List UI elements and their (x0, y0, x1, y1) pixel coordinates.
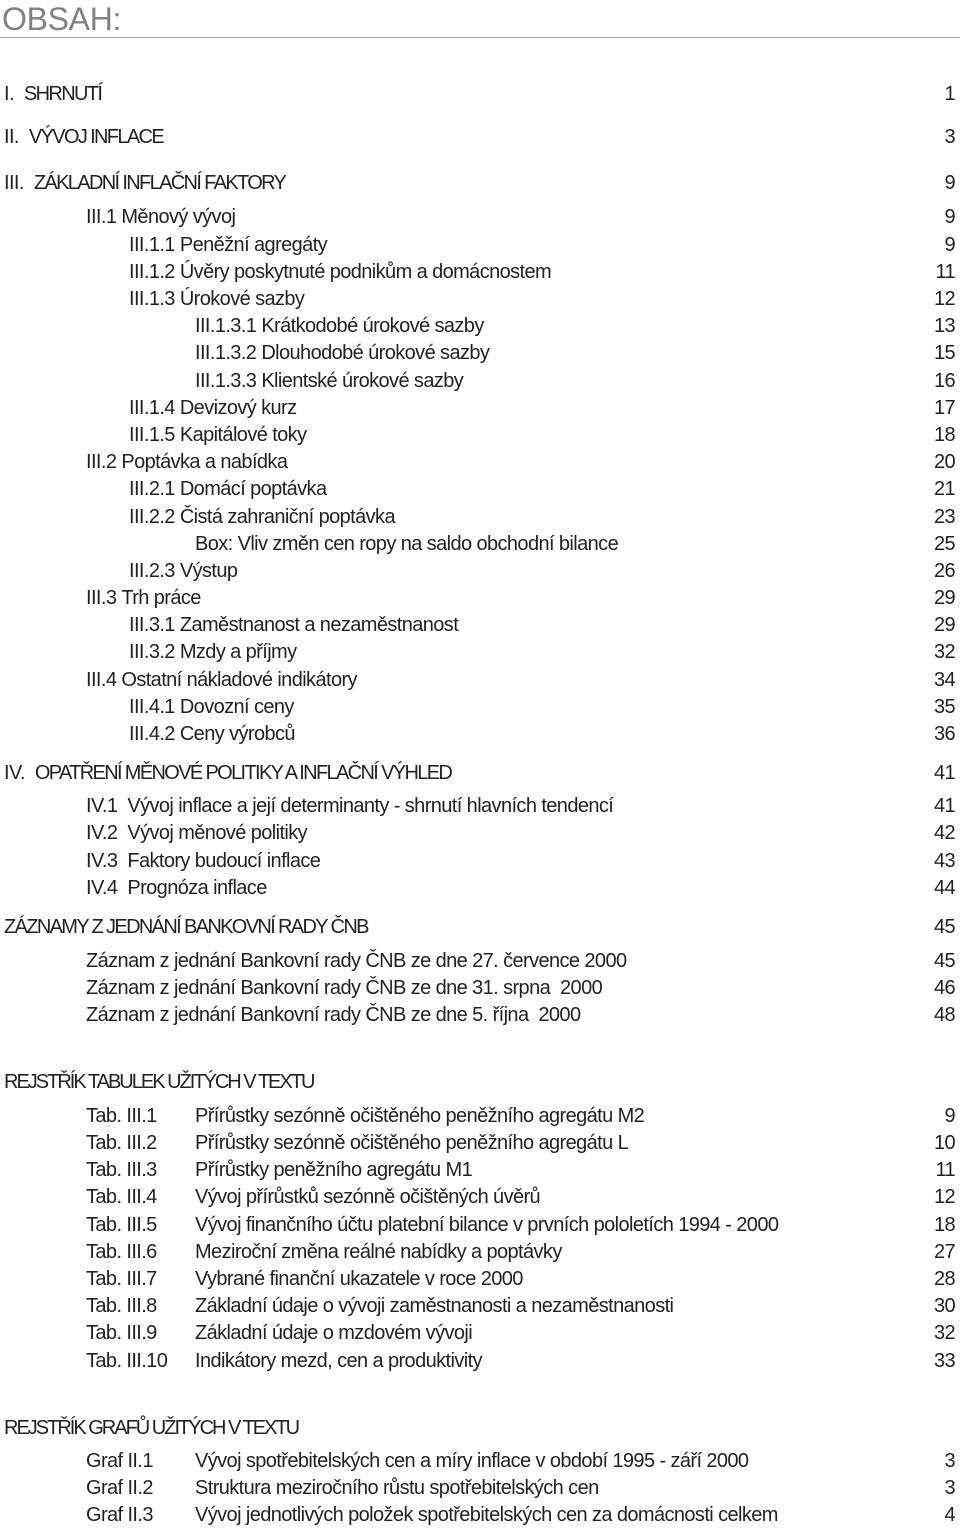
table-index-entry (0, 1320, 960, 1347)
table-caption: Základní údaje o vývoji zaměstnanosti a nezaměstnanosti (195, 1295, 674, 1318)
entry-number: III.2.2 (129, 505, 175, 528)
toc-subsection (0, 504, 960, 531)
entry-title: Čistá zahraniční poptávka (179, 505, 395, 528)
page-number: 29 (933, 614, 955, 637)
entry-title: ZÁKLADNÍ INFLAČNÍ FAKTORY (33, 172, 286, 195)
toc-subsection (0, 639, 960, 666)
page-number: 9 (944, 233, 955, 256)
entry-title: Vývoj měnové politiky (127, 822, 308, 845)
graph-label: Graf II.3 (86, 1504, 153, 1527)
entry-text (195, 368, 463, 395)
toc-subsection (0, 395, 960, 422)
page-number: 45 (933, 915, 955, 938)
entry-text (4, 1415, 298, 1442)
entry-number: IV. (4, 762, 25, 785)
entry-title: Klientské úrokové sazby (261, 369, 464, 392)
table-index-entry (0, 1130, 960, 1157)
page-number: 23 (933, 505, 955, 528)
entry-title: Poptávka a nabídka (121, 451, 288, 474)
toc-subsection (0, 232, 960, 259)
page-number: 26 (933, 559, 955, 582)
entry-text (129, 721, 295, 748)
toc-chapter (0, 81, 960, 108)
page-number: 13 (933, 315, 955, 338)
entry-number: III.1.3.2 (195, 342, 257, 365)
entry-text (129, 639, 297, 666)
table-index-entry (0, 1184, 960, 1211)
table-index-entry (0, 1348, 960, 1375)
title-divider (0, 37, 960, 38)
page-number: 33 (933, 1349, 955, 1372)
table-label: Tab. III.2 (86, 1132, 157, 1155)
page-number: 9 (944, 172, 955, 195)
toc-section (0, 793, 960, 820)
entry-title: OPATŘENÍ MĚNOVÉ POLITIKY A INFLAČNÍ VÝHLED (34, 762, 452, 785)
toc-subsection (0, 558, 960, 585)
page-number: 36 (933, 723, 955, 746)
record-title: Záznam z jednání Bankovní rady ČNB ze dne 31. srpna 2000 (86, 977, 603, 1000)
page-number: 25 (933, 532, 955, 555)
page-title: OBSAH: (2, 1, 122, 37)
entry-title: Mzdy a příjmy (179, 641, 297, 664)
table-label: Tab. III.10 (86, 1349, 168, 1372)
page-number: 34 (933, 668, 955, 691)
entry-title: Devizový kurz (179, 396, 297, 419)
entry-text (86, 848, 320, 875)
page-number: 9 (944, 206, 955, 229)
entry-number: III.1.2 (129, 260, 175, 283)
entry-text (129, 422, 306, 449)
page-number: 11 (935, 1159, 955, 1182)
table-caption: Vybrané finanční ukazatele v roce 2000 (195, 1267, 523, 1290)
table-caption: Přírůstky peněžního agregátu M1 (195, 1159, 473, 1182)
entry-title: Úvěry poskytnuté podnikům a domácnostem (179, 260, 552, 283)
table-caption: Vývoj finančního účtu platební bilance v prvních pololetích 1994 - 2000 (195, 1213, 779, 1236)
entry-text (86, 204, 235, 231)
page-number: 44 (933, 876, 955, 899)
entry-number: I. (4, 82, 14, 105)
tables-index-heading-row (0, 1069, 960, 1096)
entry-title: Prognóza inflace (127, 876, 267, 899)
entry-text (86, 667, 357, 694)
page-number: 32 (933, 1322, 955, 1345)
page-number: 42 (933, 822, 955, 845)
entry-title: Trh práce (121, 587, 201, 610)
entry-title: Kapitálové toky (179, 423, 307, 446)
page-number: 21 (933, 478, 955, 501)
page-number: 32 (933, 641, 955, 664)
table-index-entry (0, 1103, 960, 1130)
toc-subsection (0, 694, 960, 721)
entry-number: III.1.5 (129, 423, 175, 446)
table-index-entry (0, 1293, 960, 1320)
table-index-entry (0, 1266, 960, 1293)
entry-text (129, 504, 395, 531)
entry-number: III.1.3.3 (195, 369, 257, 392)
graph-index-entry (0, 1475, 960, 1502)
table-label: Tab. III.1 (86, 1104, 157, 1127)
entry-number: III.3.2 (129, 641, 175, 664)
page-number: 41 (933, 762, 955, 785)
entry-title: Úrokové sazby (179, 288, 305, 311)
page-number: 45 (933, 949, 955, 972)
toc-chapter (0, 914, 960, 941)
page-number: 10 (933, 1132, 955, 1155)
entry-text (129, 286, 304, 313)
entry-number: III.2.1 (129, 478, 175, 501)
entry-title: Výstup (179, 559, 238, 582)
page-number: 41 (933, 795, 955, 818)
entry-number: III.4.2 (129, 723, 175, 746)
page-number: 29 (933, 587, 955, 610)
page-number: 16 (933, 369, 955, 392)
entry-number: III.2.3 (129, 559, 175, 582)
entry-text (4, 81, 101, 108)
table-caption: Přírůstky sezónně očištěného peněžního agregátu M2 (195, 1104, 645, 1127)
table-caption: Indikátory mezd, cen a produktivity (195, 1349, 482, 1372)
graph-index-entry (0, 1502, 960, 1529)
entry-title: Dovozní ceny (179, 695, 294, 718)
page-number: 3 (944, 1476, 955, 1499)
table-of-contents (0, 81, 960, 1530)
entry-text (129, 476, 326, 503)
entry-number: IV.4 (86, 876, 118, 899)
entry-text (4, 914, 368, 941)
toc-chapter (0, 170, 960, 197)
entry-text (86, 1002, 580, 1029)
entry-text (4, 760, 451, 787)
entry-text (129, 612, 458, 639)
entry-number: III.1.3.1 (195, 315, 257, 338)
page-number: 3 (944, 126, 955, 149)
entry-number: III.1 (86, 206, 117, 229)
entry-text (195, 340, 489, 367)
entry-text (86, 975, 602, 1002)
record-entry (0, 975, 960, 1002)
entry-title: Domácí poptávka (179, 478, 327, 501)
entry-text (129, 232, 327, 259)
entry-text (4, 170, 285, 197)
table-label: Tab. III.6 (86, 1240, 157, 1263)
graph-index-entry (0, 1448, 960, 1475)
page-number: 1 (944, 82, 955, 105)
entry-title: Ostatní nákladové indikátory (121, 668, 357, 691)
entry-text (129, 694, 294, 721)
entry-text (195, 313, 484, 340)
entry-text (129, 395, 297, 422)
toc-subsection (0, 286, 960, 313)
toc-subsection (0, 612, 960, 639)
entry-title: Zaměstnanost a nezaměstnanost (179, 614, 459, 637)
entry-text (86, 948, 627, 975)
page-number: 30 (933, 1295, 955, 1318)
table-label: Tab. III.7 (86, 1267, 157, 1290)
entry-number: III.1.4 (129, 396, 175, 419)
entry-title: Box: Vliv změn cen ropy na saldo obchodní bilance (195, 532, 619, 555)
toc-subsubsection (0, 368, 960, 395)
entry-text (86, 585, 201, 612)
entry-text (4, 1069, 313, 1096)
table-caption: Základní údaje o mzdovém vývoji (195, 1322, 473, 1345)
table-index-entry (0, 1212, 960, 1239)
toc-chapter (0, 760, 960, 787)
entry-text (129, 558, 237, 585)
entry-number: III.3.1 (129, 614, 175, 637)
entry-title: Krátkodobé úrokové sazby (261, 315, 484, 338)
entry-text (86, 449, 287, 476)
entry-text (86, 875, 267, 902)
entry-title: Měnový vývoj (121, 206, 236, 229)
record-entry (0, 948, 960, 975)
entry-title: Dlouhodobé úrokové sazby (261, 342, 490, 365)
entry-number: III.4 (86, 668, 117, 691)
page-number: 4 (944, 1504, 955, 1527)
entry-number: IV.3 (86, 849, 118, 872)
entry-text (4, 124, 163, 151)
toc-section (0, 875, 960, 902)
table-index-entry (0, 1239, 960, 1266)
page-number: 18 (933, 423, 955, 446)
graphs-index-heading: REJSTŘÍK GRAFŮ UŽITÝCH V TEXTU (4, 1416, 299, 1439)
page-number: 46 (933, 977, 955, 1000)
toc-box-entry (0, 531, 960, 558)
record-title: Záznam z jednání Bankovní rady ČNB ze dne 27. července 2000 (86, 949, 627, 972)
entry-title: SHRNUTÍ (23, 82, 102, 105)
table-label: Tab. III.5 (86, 1213, 157, 1236)
entry-title: VÝVOJ INFLACE (28, 126, 164, 149)
entry-number: III.1.3 (129, 288, 175, 311)
page-number: 43 (933, 849, 955, 872)
record-title: Záznam z jednání Bankovní rady ČNB ze dne 5. října 2000 (86, 1004, 581, 1027)
entry-number: IV.2 (86, 822, 118, 845)
entry-text (86, 793, 613, 820)
graph-caption: Vývoj spotřebitelských cen a míry inflace v období 1995 - září 2000 (195, 1449, 749, 1472)
page-number: 15 (933, 342, 955, 365)
toc-subsubsection (0, 340, 960, 367)
entry-number: III.4.1 (129, 695, 175, 718)
entry-number: III.3 (86, 587, 117, 610)
page-number: 48 (933, 1004, 955, 1027)
page-number: 3 (944, 1449, 955, 1472)
page-number: 12 (933, 1186, 955, 1209)
table-caption: Meziroční změna reálné nabídky a poptávky (195, 1240, 562, 1263)
table-index-entry (0, 1157, 960, 1184)
entry-number: IV.1 (86, 795, 118, 818)
table-label: Tab. III.9 (86, 1322, 157, 1345)
table-label: Tab. III.8 (86, 1295, 157, 1318)
entry-text (195, 531, 618, 558)
toc-section (0, 667, 960, 694)
entry-number: II. (4, 126, 19, 149)
entry-title: Ceny výrobců (179, 723, 295, 746)
graph-label: Graf II.2 (86, 1476, 153, 1499)
graphs-index-heading-row (0, 1415, 960, 1442)
record-entry (0, 1002, 960, 1029)
entry-number: III.1.1 (129, 233, 175, 256)
page-number: 20 (933, 451, 955, 474)
entry-title: Peněžní agregáty (179, 233, 328, 256)
toc-subsection (0, 476, 960, 503)
page-number: 11 (935, 260, 955, 283)
page-number: 28 (933, 1267, 955, 1290)
page-number: 18 (933, 1213, 955, 1236)
table-caption: Vývoj přírůstků sezónně očištěných úvěrů (195, 1186, 541, 1209)
toc-section (0, 848, 960, 875)
page-number: 9 (944, 1104, 955, 1127)
entry-title: Faktory budoucí inflace (127, 849, 321, 872)
graph-caption: Struktura meziročního růstu spotřebitelských cen (195, 1476, 599, 1499)
page-number: 17 (933, 396, 955, 419)
toc-section (0, 585, 960, 612)
toc-subsection (0, 259, 960, 286)
toc-subsection (0, 721, 960, 748)
toc-section (0, 449, 960, 476)
toc-section (0, 204, 960, 231)
entry-text (86, 820, 307, 847)
page-number: 12 (933, 288, 955, 311)
toc-section (0, 820, 960, 847)
entry-number: III. (4, 172, 24, 195)
entry-text (129, 259, 551, 286)
entry-number: III.2 (86, 451, 117, 474)
graph-label: Graf II.1 (86, 1449, 153, 1472)
toc-subsubsection (0, 313, 960, 340)
records-heading: ZÁZNAMY Z JEDNÁNÍ BANKOVNÍ RADY ČNB (4, 915, 368, 938)
table-label: Tab. III.3 (86, 1159, 157, 1182)
toc-subsection (0, 422, 960, 449)
page-number: 35 (933, 695, 955, 718)
table-label: Tab. III.4 (86, 1186, 157, 1209)
table-caption: Přírůstky sezónně očištěného peněžního agregátu L (195, 1132, 629, 1155)
toc-chapter (0, 124, 960, 151)
graph-caption: Vývoj jednotlivých položek spotřebitelských cen za domácnosti celkem (195, 1504, 778, 1527)
page-number: 27 (933, 1240, 955, 1263)
tables-index-heading: REJSTŘÍK TABULEK UŽITÝCH V TEXTU (4, 1070, 314, 1093)
entry-title: Vývoj inflace a její determinanty - shrnutí hlavních tendencí (127, 795, 614, 818)
